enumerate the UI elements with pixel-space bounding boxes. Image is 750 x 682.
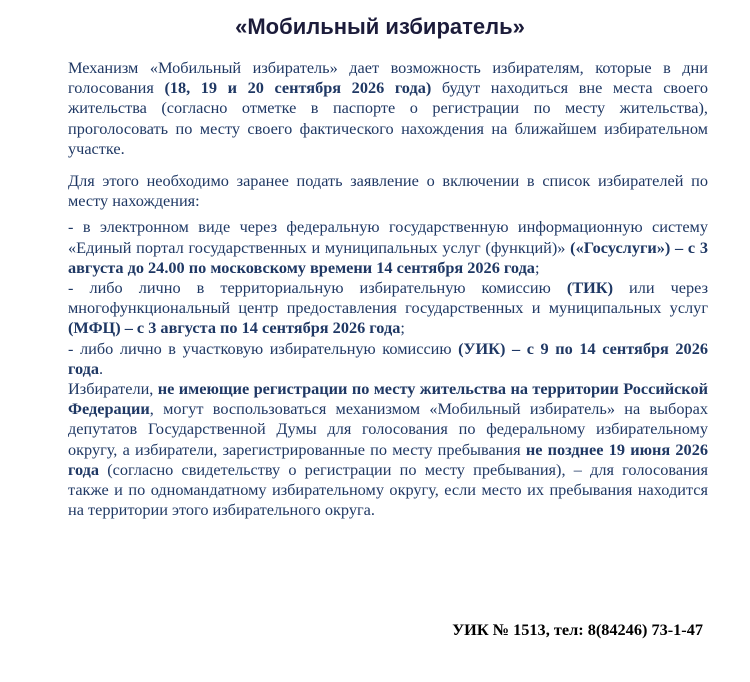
commission-contact: УИК № 1513, тел: 8(84246) 73-1-47 — [452, 620, 703, 639]
voters-text: Избиратели, — [68, 379, 158, 399]
uik-deadline: (УИК) – с 9 по 14 сентября 2026 года — [68, 338, 708, 378]
intro-text: Механизм «Мобильный избиратель» дает возможность избирателям, которые в дни голосования — [68, 58, 708, 98]
list-item-gosuslugi — [68, 217, 708, 278]
tik-abbr: (ТИК) — [566, 278, 613, 298]
mfc-end: ; — [400, 318, 405, 338]
voters-text-3: (согласно свидетельству о регистрации по месту пребывания), – для голосования также и по одномандатному избирательному округу, если место их пребывания находится на территории этого избирательного округа. — [68, 459, 708, 520]
mfc-text: или через многофункциональный центр предоставления государственных и муниципальных услуг — [68, 278, 708, 318]
mfc-deadline: (МФЦ) – с 3 августа по 14 сентября 2026 года — [68, 318, 401, 338]
list-item-tik-mfc — [68, 278, 708, 339]
voting-dates: (18, 19 и 20 сентября 2026 года) — [164, 78, 432, 98]
uik-end: . — [99, 358, 104, 378]
voters-text-2: , могут воспользоваться механизмом «Мобильный избиратель» на выборах депутатов Государственной Думы для голосования по федеральному избирательному округу, а избиратели, зарегистрированные по месту пребывания — [68, 399, 708, 459]
paragraph-instructions — [68, 171, 708, 211]
instructions-text: Для этого необходимо заранее подать заявление о включении в список избирателей по месту нахождения: — [68, 171, 708, 211]
paragraph-voters — [68, 379, 708, 520]
tik-text: - либо лично в территориальную избирательную комиссию — [68, 278, 567, 298]
notice-body — [68, 58, 708, 520]
paragraph-intro — [68, 58, 708, 159]
gosuslugi-deadline: («Госуслуги») – с 3 августа до 24.00 по московскому времени 14 сентября 2026 года — [68, 237, 708, 277]
gosuslugi-end: ; — [534, 257, 540, 277]
intro-text-2: будут находиться вне места своего жительства (согласно отметке в паспорте о регистрации по месту жительства), проголосовать по месту своего фактического нахождения на ближайшем избирательном участке. — [68, 78, 708, 158]
uik-text: - либо лично в участковую избирательную комиссию — [68, 338, 459, 358]
list-item-uik — [68, 339, 708, 379]
gosuslugi-text: - в электронном виде через федеральную государственную информационную систему «Единый портал государственных и муниципальных услуг (функций)» — [68, 217, 708, 257]
registration-deadline: не позднее 19 июня 2026 года — [68, 439, 708, 479]
no-registration: не имеющие регистрации по месту жительства на территории Российской Федерации — [68, 379, 708, 419]
page-title: «Мобильный избиратель» — [235, 14, 525, 39]
